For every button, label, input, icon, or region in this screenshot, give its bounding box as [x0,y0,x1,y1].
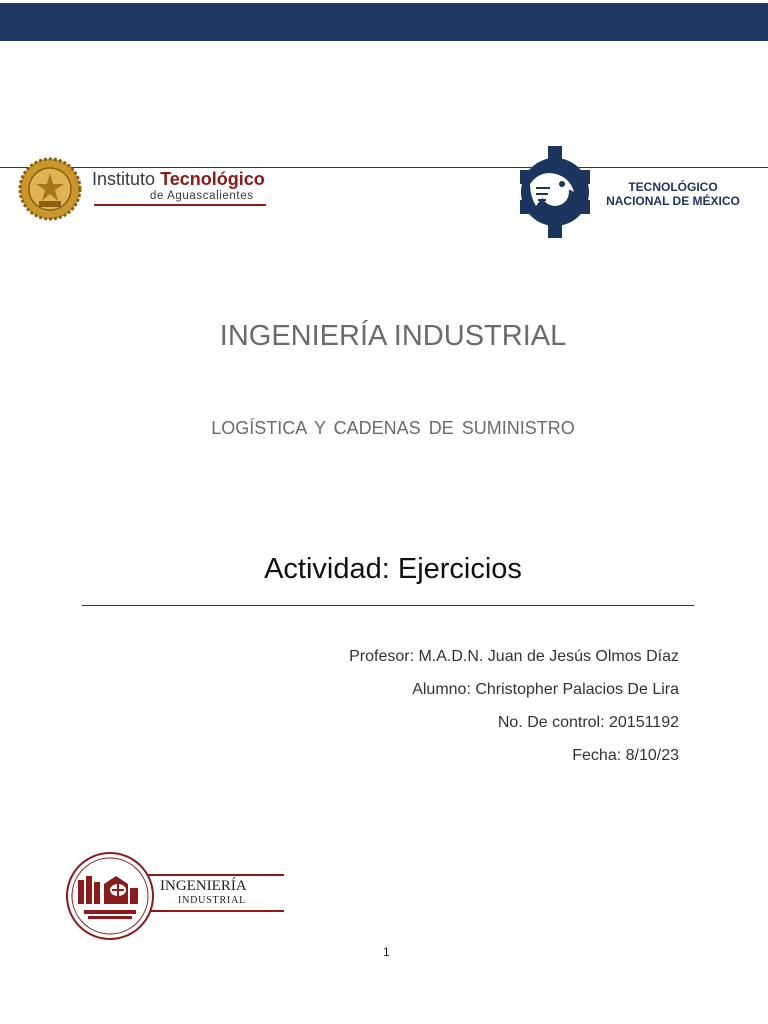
course-title: LOGÍSTICA Y CADENAS DE SUMINISTRO [211,418,575,438]
ingenieria-industrial-logo [64,850,289,942]
ita-seal-icon [18,157,82,221]
activity-title: Actividad: Ejercicios [264,553,522,585]
career-title: INGENIERÍA INDUSTRIAL [219,320,567,352]
ingenieria-industrial-text-box [148,874,284,912]
top-header-band [0,3,768,41]
ita-logo-line1: Instituto Tecnológico [92,169,265,189]
tecnm-logo-text [598,180,748,208]
ita-logo-rule [94,204,266,206]
ingenieria-industrial-line2: INDUSTRIAL [178,895,246,906]
student-info-block [349,645,679,777]
activity-divider [82,605,694,606]
ingenieria-industrial-line1: INGENIERÍA [160,878,247,894]
tecnm-gear-eagle-icon [516,144,594,240]
ita-logo [16,155,276,225]
ita-logo-line2: de Aguascalientes [150,190,254,202]
control-number-line: No. De control: 20151192 [497,714,679,731]
date-line: Fecha: 8/10/23 [572,747,679,764]
tecnm-logo-line1: TECNOLÓGICO [628,180,718,194]
tecnm-logo-line2: NACIONAL DE MÉXICO [606,194,740,208]
ingenieria-industrial-emblem-icon [64,850,156,942]
student-line: Alumno: Christopher Palacios De Lira [412,681,679,698]
page-number: 1 [383,945,390,959]
tecnm-logo [516,144,746,240]
professor-line: Profesor: M.A.D.N. Juan de Jesús Olmos Díaz [349,648,679,665]
